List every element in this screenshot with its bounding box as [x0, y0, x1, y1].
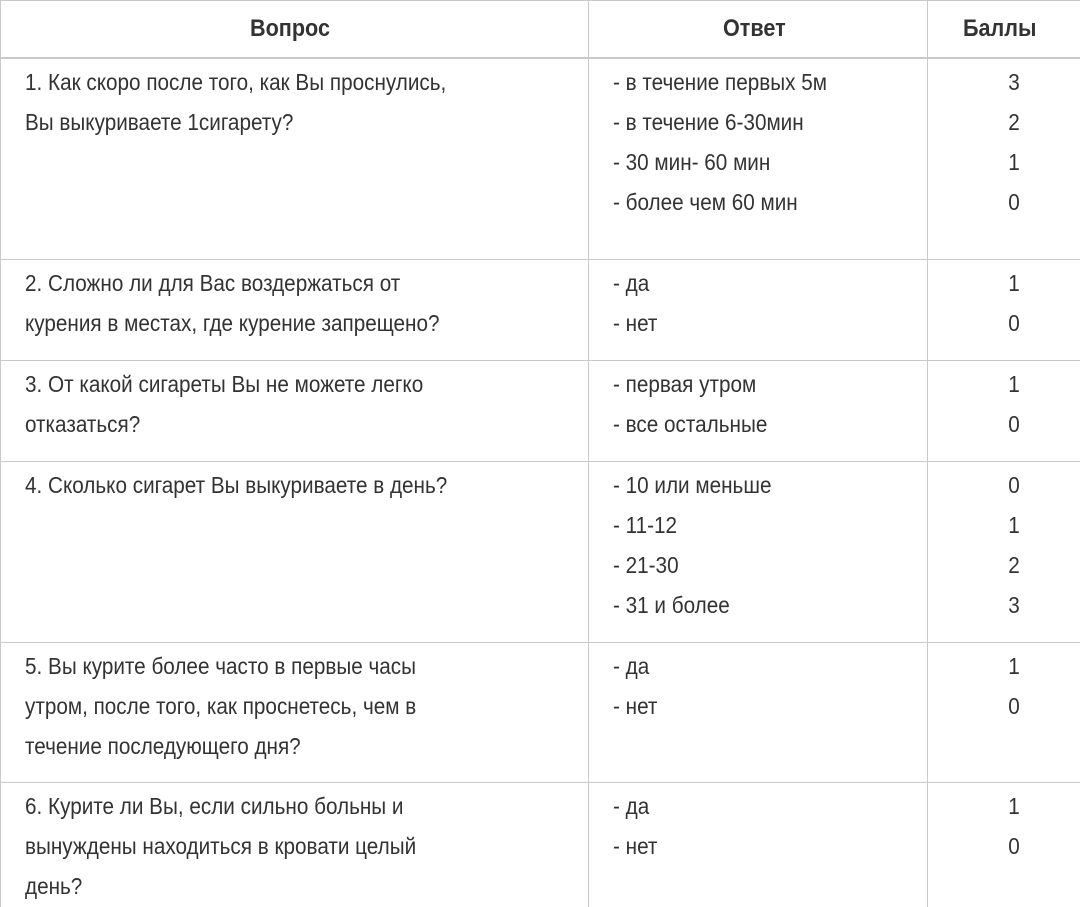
- table-row: [1, 260, 1080, 361]
- header-answer: Ответ: [589, 1, 928, 59]
- answer-cell: [589, 783, 928, 907]
- header-question: Вопрос: [1, 1, 589, 59]
- score-value: 1: [1008, 149, 1020, 175]
- score-value: 1: [1008, 371, 1020, 397]
- question-text: течение последующего дня?: [25, 733, 301, 759]
- score-value: 0: [1008, 411, 1020, 437]
- score-value: 3: [1008, 69, 1020, 95]
- answer-option: - да: [613, 270, 650, 296]
- question-cell: [1, 260, 589, 361]
- answer-option: - нет: [613, 693, 658, 719]
- score-cell: [928, 58, 1080, 260]
- question-text: 3. От какой сигареты Вы не можете легко: [25, 371, 424, 397]
- answer-cell: [589, 643, 928, 783]
- table-row: [1, 643, 1080, 783]
- question-text: 2. Сложно ли для Вас воздержаться от: [25, 270, 401, 296]
- score-value: 1: [1008, 793, 1020, 819]
- question-cell: [1, 783, 589, 907]
- question-text: 1. Как скоро после того, как Вы проснулись,: [25, 69, 447, 95]
- answer-option: - 10 или меньше: [613, 472, 772, 498]
- question-text: 6. Курите ли Вы, если сильно больны и: [25, 793, 404, 819]
- table-row: [1, 783, 1080, 907]
- answer-option: - 21-30: [613, 552, 679, 578]
- score-value: 0: [1008, 693, 1020, 719]
- question-text: Вы выкуриваете 1сигарету?: [25, 109, 294, 135]
- question-text: вынуждены находиться в кровати целый: [25, 833, 417, 859]
- score-cell: [928, 260, 1080, 361]
- header-score: Баллы: [928, 1, 1080, 59]
- question-text: утром, после того, как проснетесь, чем в: [25, 693, 417, 719]
- answer-cell: [589, 260, 928, 361]
- question-text: 5. Вы курите более часто в первые часы: [25, 653, 417, 679]
- answer-option: - 31 и более: [613, 592, 730, 618]
- answer-option: - нет: [613, 833, 658, 859]
- score-value: 0: [1008, 189, 1020, 215]
- score-value: 0: [1008, 833, 1020, 859]
- score-value: 3: [1008, 592, 1020, 618]
- answer-cell: [589, 361, 928, 462]
- answer-option: - более чем 60 мин: [613, 189, 798, 215]
- answer-option: - в течение первых 5м: [613, 69, 827, 95]
- answer-option: - первая утром: [613, 371, 757, 397]
- answer-cell: [589, 462, 928, 643]
- question-cell: [1, 462, 589, 643]
- question-cell: [1, 361, 589, 462]
- table-row: [1, 58, 1080, 260]
- score-cell: [928, 462, 1080, 643]
- question-text: отказаться?: [25, 411, 141, 437]
- question-text: курения в местах, где курение запрещено?: [25, 310, 440, 336]
- answer-option: - нет: [613, 310, 658, 336]
- score-value: 2: [1008, 109, 1020, 135]
- question-cell: [1, 643, 589, 783]
- table-row: [1, 462, 1080, 643]
- question-cell: [1, 58, 589, 260]
- score-value: 0: [1008, 310, 1020, 336]
- score-value: 2: [1008, 552, 1020, 578]
- header-row: [1, 1, 1080, 59]
- score-cell: [928, 361, 1080, 462]
- answer-option: - все остальные: [613, 411, 768, 437]
- answer-cell: [589, 58, 928, 260]
- score-cell: [928, 783, 1080, 907]
- score-value: 1: [1008, 653, 1020, 679]
- score-value: 1: [1008, 512, 1020, 538]
- answer-option: - да: [613, 793, 650, 819]
- table-row: [1, 361, 1080, 462]
- score-value: 0: [1008, 472, 1020, 498]
- answer-option: - 11-12: [613, 512, 678, 538]
- answer-option: - 30 мин- 60 мин: [613, 149, 771, 175]
- question-text: 4. Сколько сигарет Вы выкуриваете в день?: [25, 472, 448, 498]
- question-text: день?: [25, 873, 83, 899]
- score-cell: [928, 643, 1080, 783]
- score-value: 1: [1008, 270, 1020, 296]
- answer-option: - да: [613, 653, 650, 679]
- answer-option: - в течение 6-30мин: [613, 109, 804, 135]
